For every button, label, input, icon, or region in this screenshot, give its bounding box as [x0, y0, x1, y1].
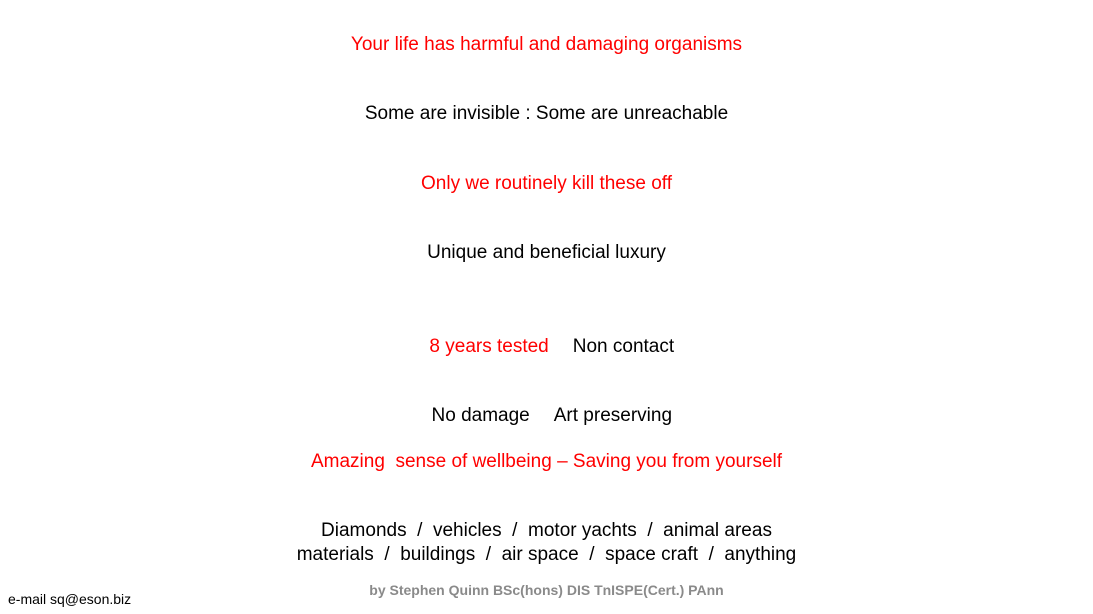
- author-credit: by Stephen Quinn BSc(hons) DIS TnISPE(Cert.) PAnn: [369, 582, 724, 598]
- years-tested-text: 8 years tested: [429, 336, 549, 357]
- line-routinely-kill: Only we routinely kill these off: [421, 173, 672, 194]
- line-wellbeing: Amazing sense of wellbeing – Saving you from yourself: [310, 451, 783, 472]
- line-no-damage-art: [0, 380, 1093, 428]
- line-applications-1: Diamonds / vehicles / motor yachts / animal areas: [321, 520, 772, 541]
- non-contact-text: Non contact: [572, 336, 675, 357]
- email-contact: e-mail sq@eson.biz: [8, 591, 132, 607]
- headline-harmful-organisms: Your life has harmful and damaging organisms: [350, 34, 743, 55]
- no-damage-text: No damage: [431, 405, 530, 426]
- line-tested-noncontact: [0, 311, 1093, 359]
- line-applications-2: materials / buildings / air space / space craft / anything: [296, 544, 797, 565]
- art-preserving-text: Art preserving: [553, 405, 673, 426]
- line-invisible-unreachable: Some are invisible : Some are unreachable: [364, 103, 729, 124]
- line-unique-luxury: Unique and beneficial luxury: [427, 242, 666, 263]
